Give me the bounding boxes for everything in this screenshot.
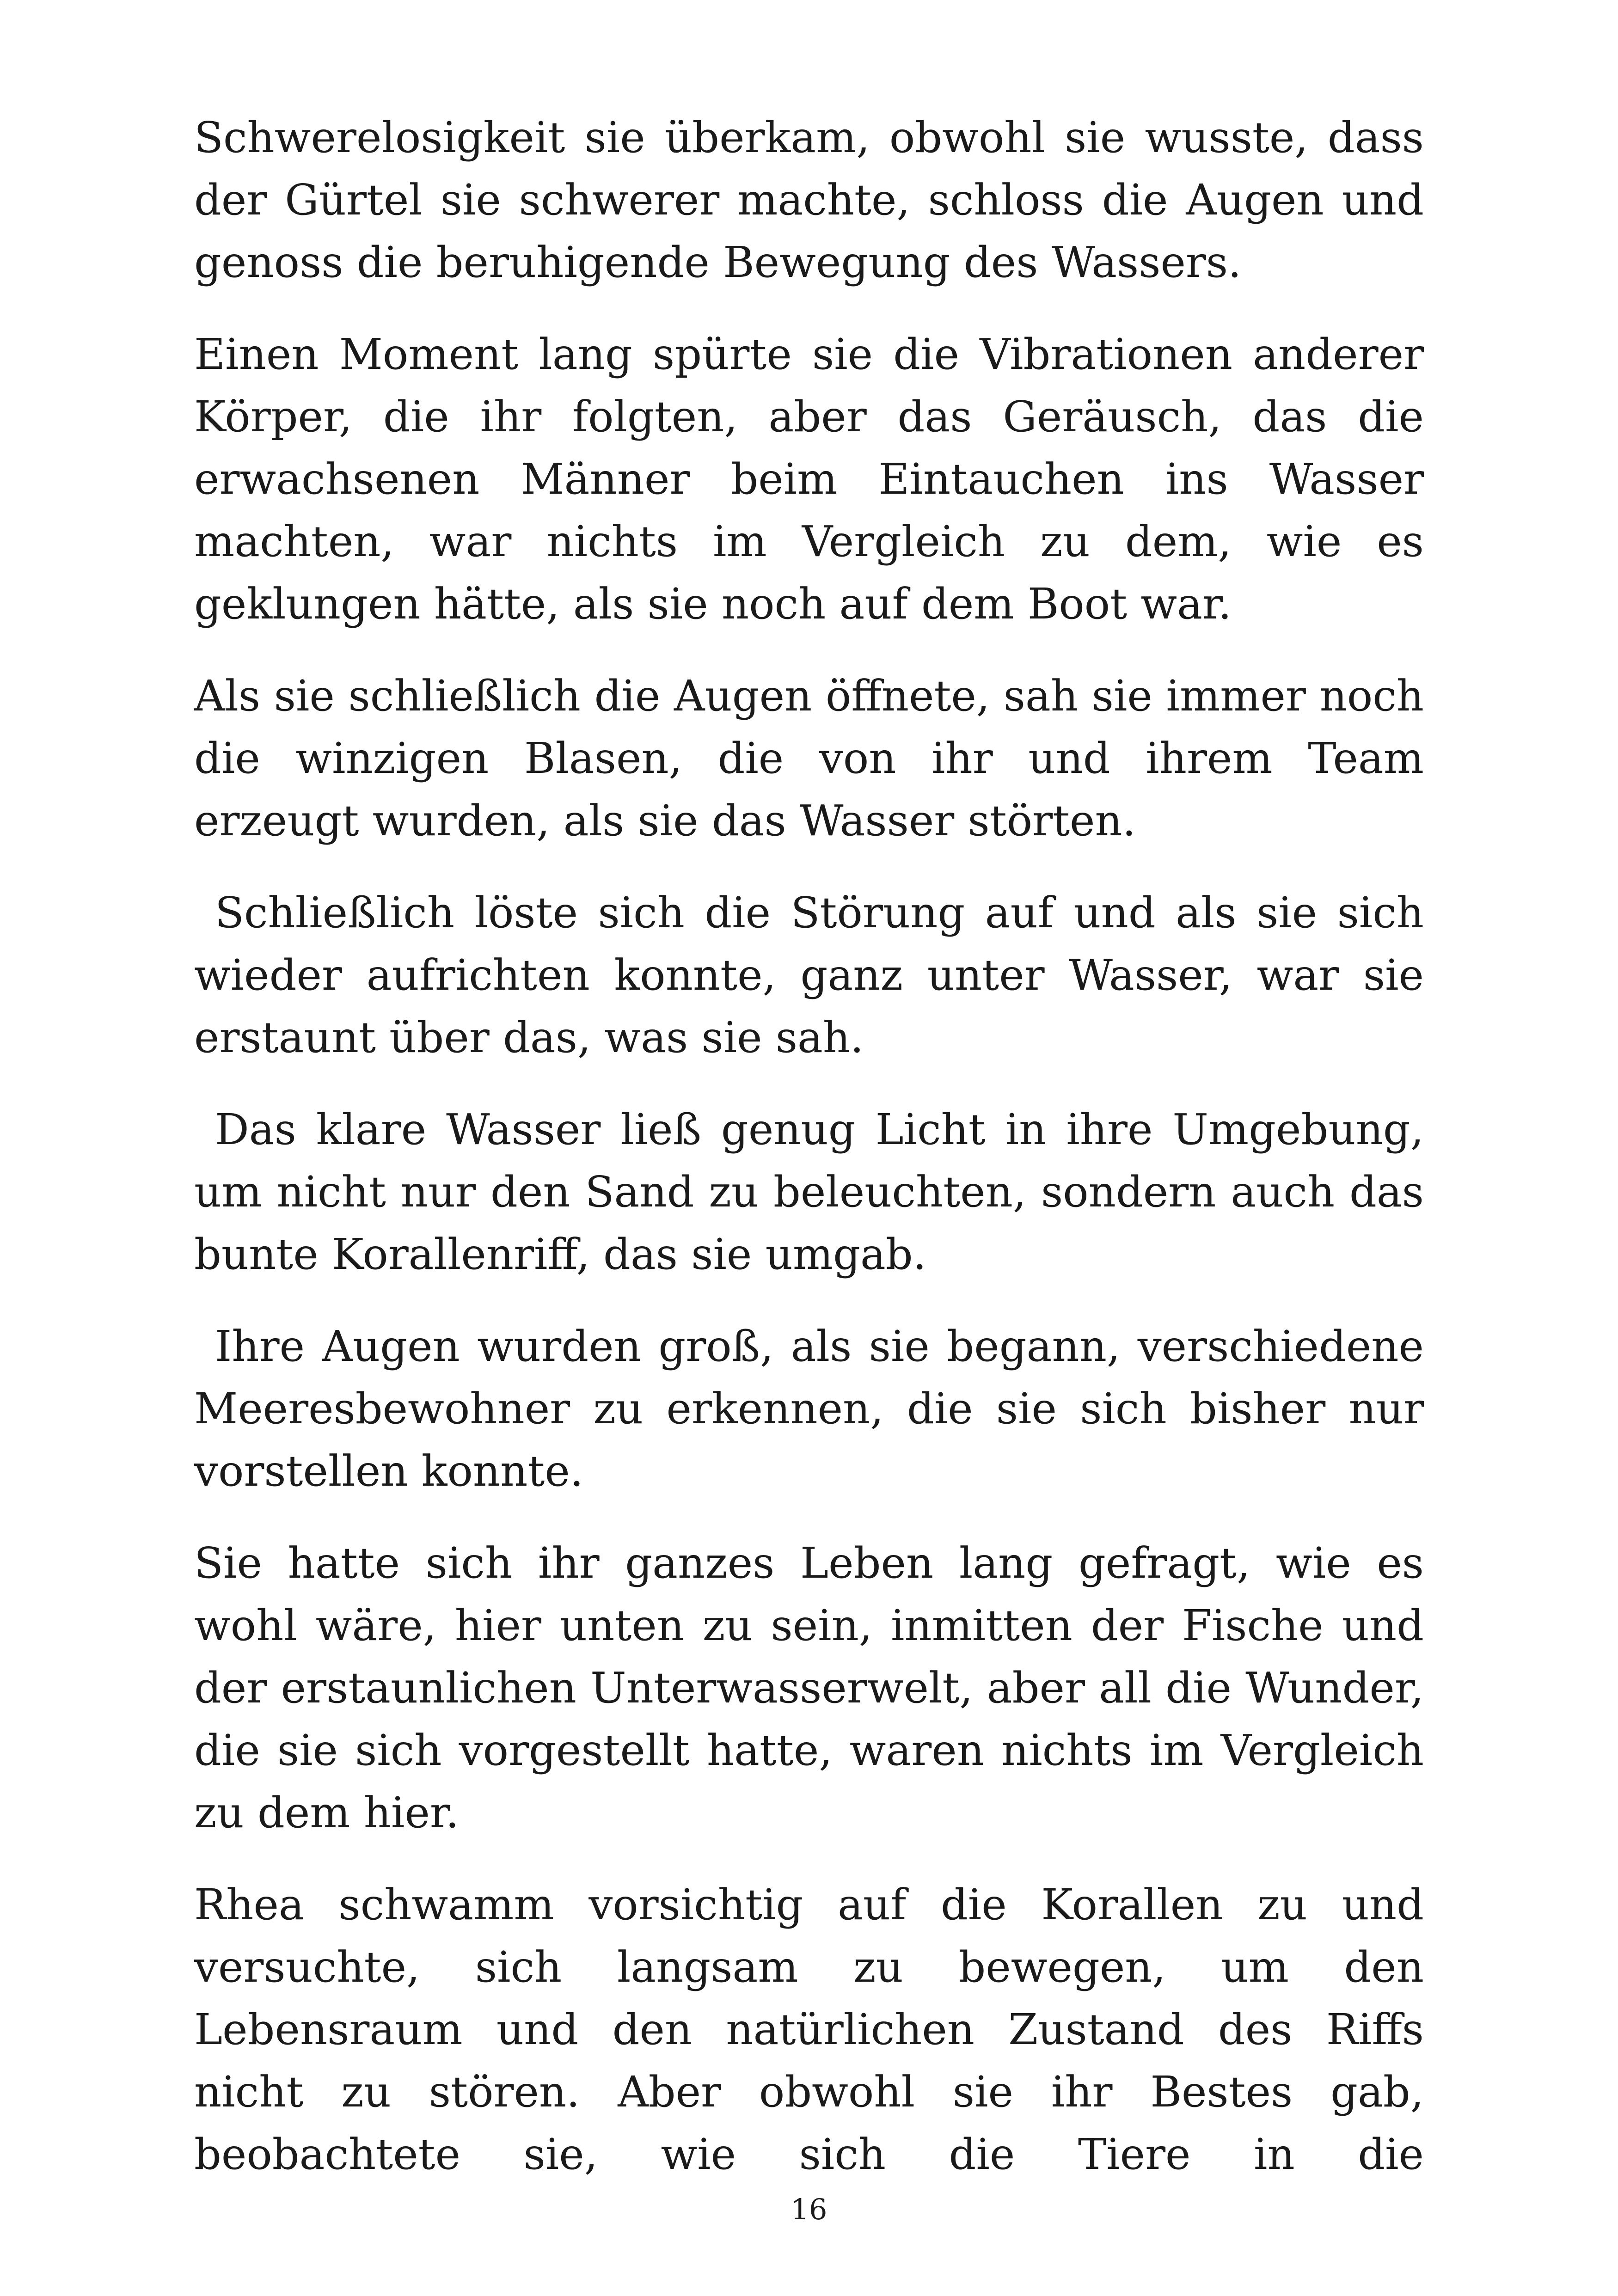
paragraph: Ihre Augen wurden groß, als sie begann, verschiedene Meeresbewohner zu erkennen, die sie sich bisher nur vorstellen konnte. [194,1322,1424,1496]
paragraph: Schließlich löste sich die Störung auf und als sie sich wieder aufrichten konnte, ganz unter Wasser, war sie erstaunt über das, was sie sah. [194,888,1424,1062]
paragraph: Als sie schließlich die Augen öffnete, sah sie immer noch die winzigen Blasen, die von ihr und ihrem Team erzeugt wurden, als sie das Wasser störten. [194,671,1424,845]
paragraph: Rhea schwamm vorsichtig auf die Korallen zu und versuchte, sich langsam zu bewegen, um den Lebensraum und den natürlichen Zustand des Riffs nicht zu stören. Aber obwohl sie ihr Bestes gab, beobachtete sie, wie sich die Tiere in die [194,1880,1424,2179]
paragraph: Schwerelosigkeit sie überkam, obwohl sie wusste, dass der Gürtel sie schwerer machte, schloss die Augen und genoss die beruhigende Bewegung des Wassers. [194,113,1424,287]
body-text [194,106,1424,2186]
paragraph: Einen Moment lang spürte sie die Vibrationen anderer Körper, die ihr folgten, aber das Geräusch, das die erwachsenen Männer beim Eintauchen ins Wasser machten, war nichts im Vergleich zu dem, wie es geklungen hätte, als sie noch auf dem Boot war. [194,330,1424,629]
page-number: 16 [791,2192,827,2226]
paragraph: Sie hatte sich ihr ganzes Leben lang gefragt, wie es wohl wäre, hier unten zu sein, inmitten der Fische und der erstaunlichen Unterwasserwelt, aber all die Wunder, die sie sich vorgestellt hatte, waren nichts im Vergleich zu dem hier. [194,1538,1424,1837]
paragraph: Das klare Wasser ließ genug Licht in ihre Umgebung, um nicht nur den Sand zu beleuchten, sondern auch das bunte Korallenriff, das sie umgab. [194,1105,1424,1279]
